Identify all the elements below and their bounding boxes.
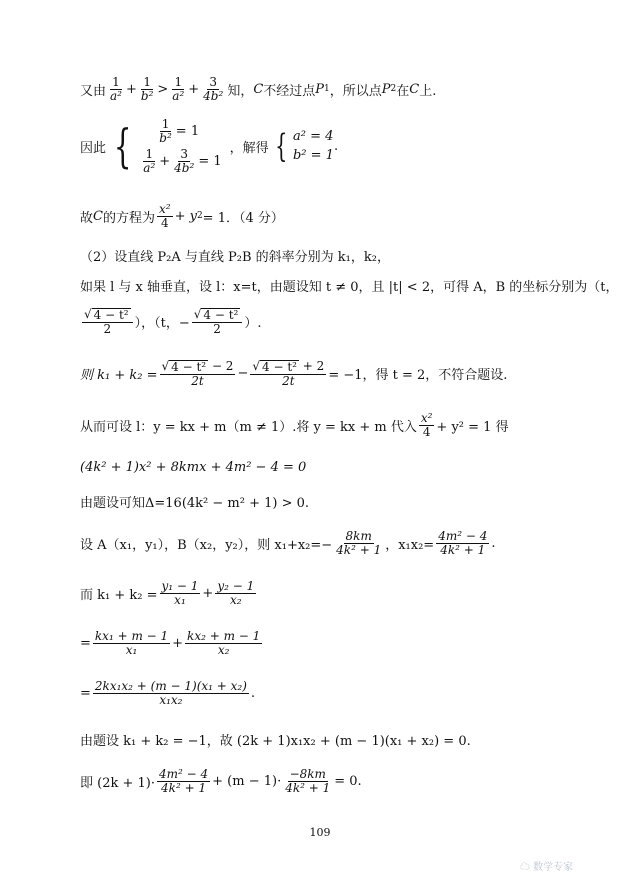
fraction: $\frac{\text{x²}}{4}$: [420, 411, 433, 439]
fraction: √ 4 − t² 2: [192, 308, 243, 335]
text: .: [491, 535, 496, 551]
line-2-system: 因此 { $\frac{1}{\text{b²}}$ = 1 $\frac{1}{\text{a²}}$ + $\frac{3}{\text{4b²}}$ = 1 ，解得 { a² = 4 b² = 1 .: [80, 117, 339, 175]
watermark: ☁ 数学专家: [520, 862, 574, 873]
text: 故: [80, 210, 94, 226]
equation: (4k² + 1)x² + 8kmx + 4m² − 4 = 0: [80, 460, 307, 475]
text: 而 k₁ + k₂ =: [80, 587, 158, 603]
text: .: [250, 685, 256, 701]
plus-sign: +: [159, 153, 171, 169]
line-9: [80, 460, 306, 475]
text: 不经过点: [263, 83, 316, 99]
text: 设 A（x₁，y₁），B（x₂，y₂），则 x₁+x₂=−: [80, 537, 333, 553]
text: 即 (2k + 1)·: [80, 775, 155, 791]
sqrt: √ 4 − t²: [84, 307, 129, 322]
subscript: 2: [390, 84, 397, 95]
fraction: $\frac{\text{4m² − 4}}{\text{4k² + 1}}$: [438, 529, 488, 557]
text: −: [237, 366, 249, 382]
fraction: $\frac{3}{\text{4b²}}$: [174, 147, 195, 175]
left-brace: {: [113, 119, 132, 174]
text: + y² = 1 得: [436, 419, 509, 435]
fraction: $\frac{\text{y₁ − 1}}{\text{x₁}}$: [161, 579, 199, 607]
line-14: [80, 680, 255, 706]
line-10: [80, 492, 309, 511]
text: （2）设直线 P₂A 与直线 P₂B 的斜率分别为 k₁，k₂，: [80, 250, 390, 265]
fraction: $\frac{1}{\text{b²}}$: [140, 75, 154, 103]
fraction: $\frac{\text{kx₁ + m − 1}}{\text{x₁}}$: [94, 629, 169, 657]
fraction: $\frac{\text{x²}}{4}$: [158, 202, 171, 230]
text: =: [80, 685, 91, 701]
subscript: 1: [324, 84, 330, 95]
text: 因此: [80, 140, 107, 156]
line-16: [80, 768, 362, 794]
text: ），（t，−: [134, 316, 190, 332]
fraction: $\frac{-8km}{\text{4k² + 1}}$: [285, 767, 331, 795]
text: + (m − 1)·: [212, 773, 282, 789]
var-p: P: [315, 81, 325, 97]
superscript: 2: [196, 211, 203, 222]
sqrt: √ 4 − t²: [161, 359, 207, 374]
line-1: [80, 76, 436, 102]
text: 由题设可知Δ=16(4k² − m² + 1) > 0.: [80, 496, 310, 511]
text: 如果 l 与 x 轴垂直，设 l：x=t，由题设知 t ≠ 0，且 |t| < 2，可得 A，B 的坐标分别为（t，: [80, 280, 619, 295]
fraction: $\frac{\text{2kx₁x₂ + (m − 1)(x₁ + x₂)}}{\text{x₁x₂}}$: [94, 679, 247, 707]
text: = −1，得 t = 2，不符合题设.: [328, 368, 508, 384]
line-4: [80, 246, 390, 265]
sqrt: √ 4 − t²: [252, 359, 297, 374]
plus-sign: +: [188, 81, 200, 97]
fraction: $\frac{1}{\text{b²}}$: [159, 117, 172, 145]
var-c: C: [93, 208, 103, 224]
solution-system: [293, 129, 334, 163]
left-brace: {: [274, 127, 287, 166]
line-6: [80, 308, 261, 335]
text: 在: [396, 83, 410, 99]
text: + y: [174, 208, 197, 224]
text: ，解得: [229, 140, 269, 156]
fraction: $\frac{8km}{\text{4k² + 1}}$: [336, 529, 382, 557]
sqrt: √ 4 − t²: [193, 307, 239, 322]
text: = 1: [175, 123, 200, 139]
line-12: [80, 580, 258, 606]
line-7: [80, 360, 507, 387]
var-c: C: [253, 81, 264, 97]
line-3: [80, 203, 284, 229]
fraction: √ 4 − t² − 2 2t: [161, 359, 234, 388]
fraction: $\frac{\text{4m² − 4}}{\text{4k² + 1}}$: [159, 767, 209, 795]
fraction: √ 4 − t² + 2 2t: [252, 359, 325, 388]
page-number: 109: [309, 826, 331, 839]
fraction: $\frac{3}{\text{4b²}}$: [203, 75, 224, 103]
fraction: $\frac{\text{y₂ − 1}}{\text{x₂}}$: [217, 579, 255, 607]
text: ，x₁x₂=: [385, 537, 435, 553]
var-c: C: [409, 81, 420, 97]
text: ）.: [244, 316, 262, 332]
text: = 1．（4 分）: [202, 210, 284, 226]
text: 又由: [80, 83, 107, 99]
line-8: [80, 412, 509, 438]
equation-system: [139, 118, 221, 174]
fraction: $\frac{\text{kx₂ + m − 1}}{\text{x₂}}$: [187, 629, 261, 657]
text: ，所以点: [329, 83, 382, 99]
text: b² = 1: [292, 148, 334, 164]
text: +: [172, 635, 184, 651]
gt-sign: >: [157, 81, 169, 97]
text: 则 k₁ + k₂ =: [80, 368, 158, 384]
text: 从而可设 l：y = kx + m（m ≠ 1）.将 y = kx + m 代入: [80, 419, 417, 435]
text: 上.: [419, 83, 437, 99]
text: +: [202, 585, 214, 601]
text: =: [80, 635, 91, 651]
var-p: P: [381, 81, 391, 97]
text: = 1: [198, 153, 222, 169]
line-11: [80, 530, 496, 556]
line-15: [80, 730, 471, 749]
fraction: $\frac{1}{\text{a²}}$: [172, 75, 185, 103]
line-5: [80, 276, 619, 295]
text: 知，: [227, 83, 254, 99]
plus-sign: +: [125, 81, 137, 97]
line-13: [80, 630, 264, 656]
fraction: √ 4 − t² 2: [82, 308, 133, 335]
text: = 0.: [334, 773, 362, 789]
text: 的方程为: [102, 210, 155, 226]
fraction: $\frac{1}{\text{a²}}$: [143, 147, 156, 175]
text: 由题设 k₁ + k₂ = −1，故 (2k + 1)x₁x₂ + (m − 1)(x₁ + x₂) = 0.: [80, 734, 471, 749]
text: a² = 4: [292, 129, 334, 145]
fraction: $\frac{1}{\text{a²}}$: [110, 75, 122, 103]
